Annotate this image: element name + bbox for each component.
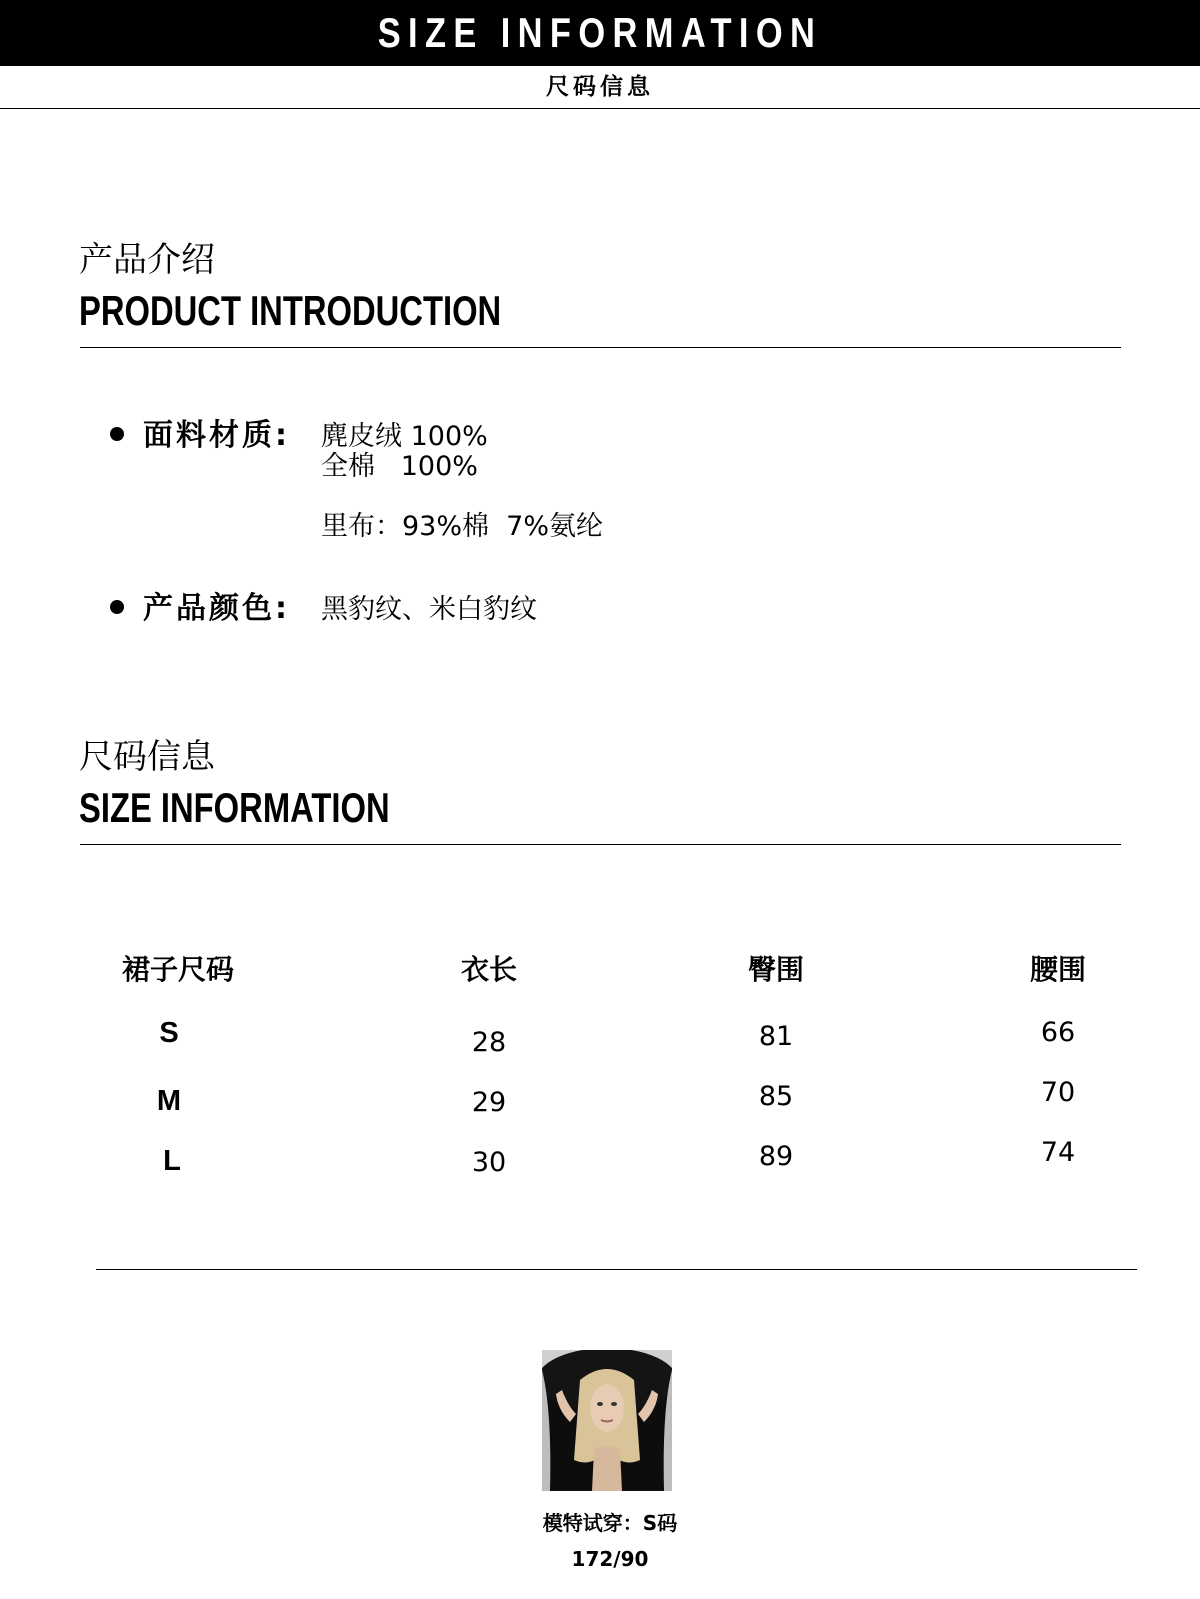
bullet-icon xyxy=(110,427,124,441)
table-cell: 81 xyxy=(758,1021,794,1052)
size-info-title-en: SIZE INFORMATION xyxy=(79,784,390,831)
table-cell: 85 xyxy=(758,1081,794,1112)
table-header: 衣长 xyxy=(460,953,517,986)
table-header: 臀围 xyxy=(747,953,804,986)
table-cell: 29 xyxy=(471,1087,507,1118)
divider xyxy=(80,347,1121,348)
banner-title: SIZE INFORMATION xyxy=(377,9,823,56)
divider xyxy=(96,1269,1137,1270)
color-label: 产品颜色: xyxy=(143,591,290,626)
model-photo xyxy=(542,1350,672,1491)
size-label: M xyxy=(156,1085,182,1117)
size-info-title-cn: 尺码信息 xyxy=(79,737,215,777)
divider xyxy=(80,844,1121,845)
table-cell: 66 xyxy=(1040,1017,1076,1048)
lining-text: 里布：93%棉 7%氨纶 xyxy=(321,511,604,542)
material-line: 全棉 100% xyxy=(321,451,478,482)
table-cell: 30 xyxy=(471,1147,507,1178)
size-label: S xyxy=(159,1017,179,1049)
table-header: 裙子尺码 xyxy=(121,953,234,986)
material-line: 麂皮绒 100% xyxy=(321,421,488,452)
model-caption: 模特试穿：S码 xyxy=(542,1511,678,1535)
material-label: 面料材质: xyxy=(143,418,290,453)
product-intro-title-en: PRODUCT INTRODUCTION xyxy=(79,287,502,334)
table-cell: 70 xyxy=(1040,1077,1076,1108)
product-intro-title-cn: 产品介绍 xyxy=(79,240,215,280)
table-cell: 74 xyxy=(1040,1137,1076,1168)
bullet-icon xyxy=(110,600,124,614)
banner-subtitle: 尺码信息 xyxy=(546,74,654,100)
size-label: L xyxy=(163,1145,181,1177)
model-measurements: 172/90 xyxy=(571,1547,649,1571)
table-cell: 28 xyxy=(471,1027,507,1058)
color-values: 黑豹纹、米白豹纹 xyxy=(321,594,537,625)
table-header: 腰围 xyxy=(1029,953,1086,986)
table-cell: 89 xyxy=(758,1141,794,1172)
divider xyxy=(0,108,1200,109)
